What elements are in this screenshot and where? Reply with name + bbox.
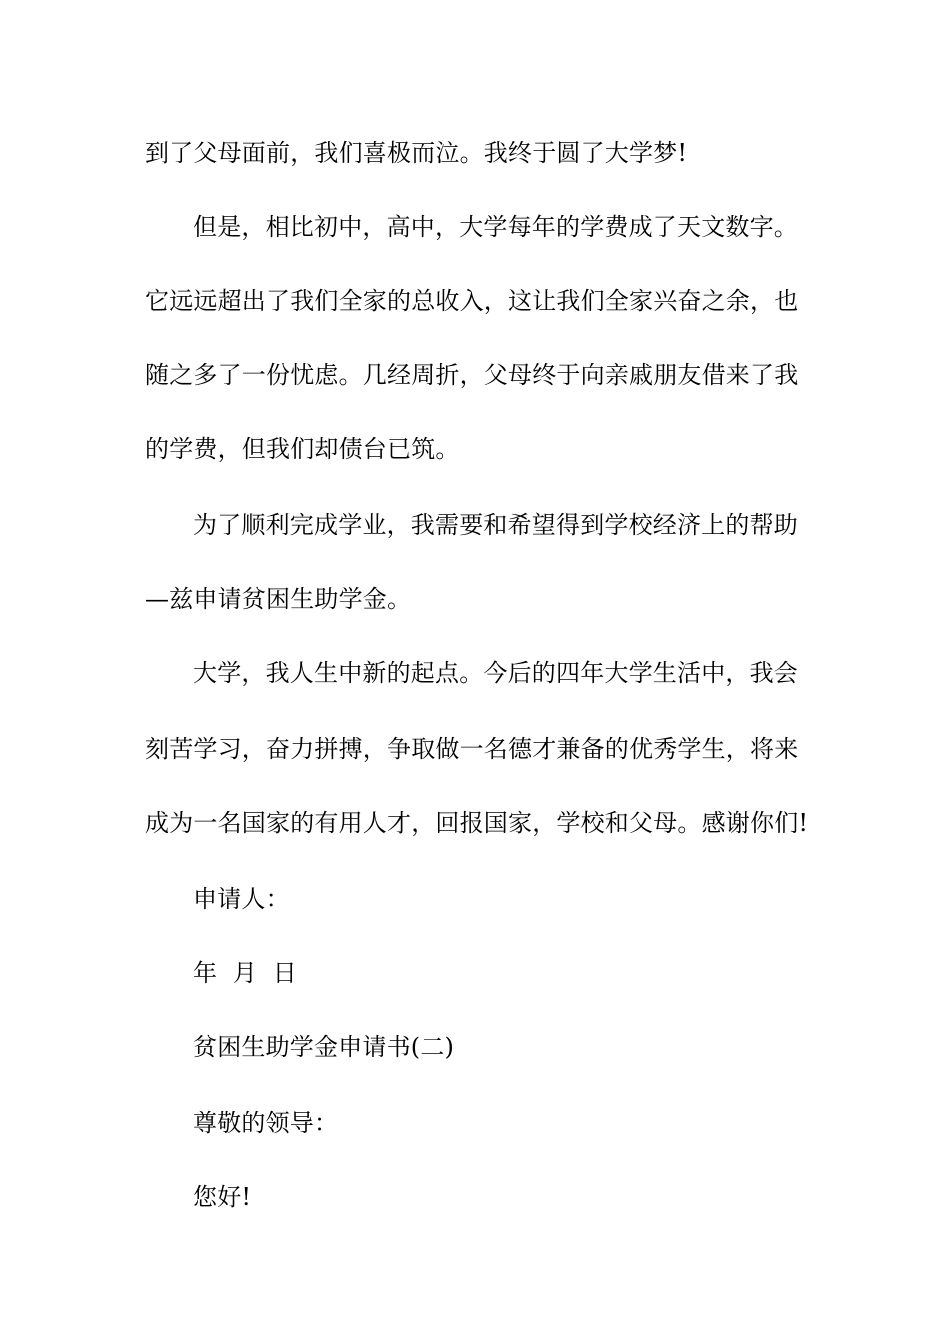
paragraph-line-10: 成为一名国家的有用人才，回报国家，学校和父母。感谢你们! (145, 809, 809, 837)
paragraph-line-8: 大学，我人生中新的起点。今后的四年大学生活中，我会 (193, 659, 798, 687)
paragraph-line-6: 为了顺利完成学业，我需要和希望得到学校经济上的帮助 (193, 511, 798, 539)
applicant-label: 申请人： (193, 885, 290, 913)
paragraph-line-4: 随之多了一份忧虑。几经周折，父母终于向亲戚朋友借来了我 (145, 361, 799, 389)
greeting: 您好! (193, 1183, 252, 1211)
paragraph-line-7: —兹申请贫困生助学金。 (145, 585, 412, 613)
paragraph-line-3: 它远远超出了我们全家的总收入，这让我们全家兴奋之余，也 (145, 287, 799, 315)
paragraph-line-2: 但是，相比初中，高中，大学每年的学费成了天文数字。 (193, 213, 798, 241)
paragraph-line-1: 到了父母面前，我们喜极而泣。我终于圆了大学梦! (145, 139, 688, 167)
paragraph-line-5: 的学费，但我们却债台已筑。 (145, 435, 460, 463)
salutation: 尊敬的领导： (193, 1109, 339, 1137)
date-line: 年 月 日 (193, 959, 297, 987)
section-heading: 贫困生助学金申请书(二) (193, 1033, 455, 1061)
paragraph-line-9: 刻苦学习，奋力拼搏，争取做一名德才兼备的优秀学生，将来 (145, 735, 799, 763)
